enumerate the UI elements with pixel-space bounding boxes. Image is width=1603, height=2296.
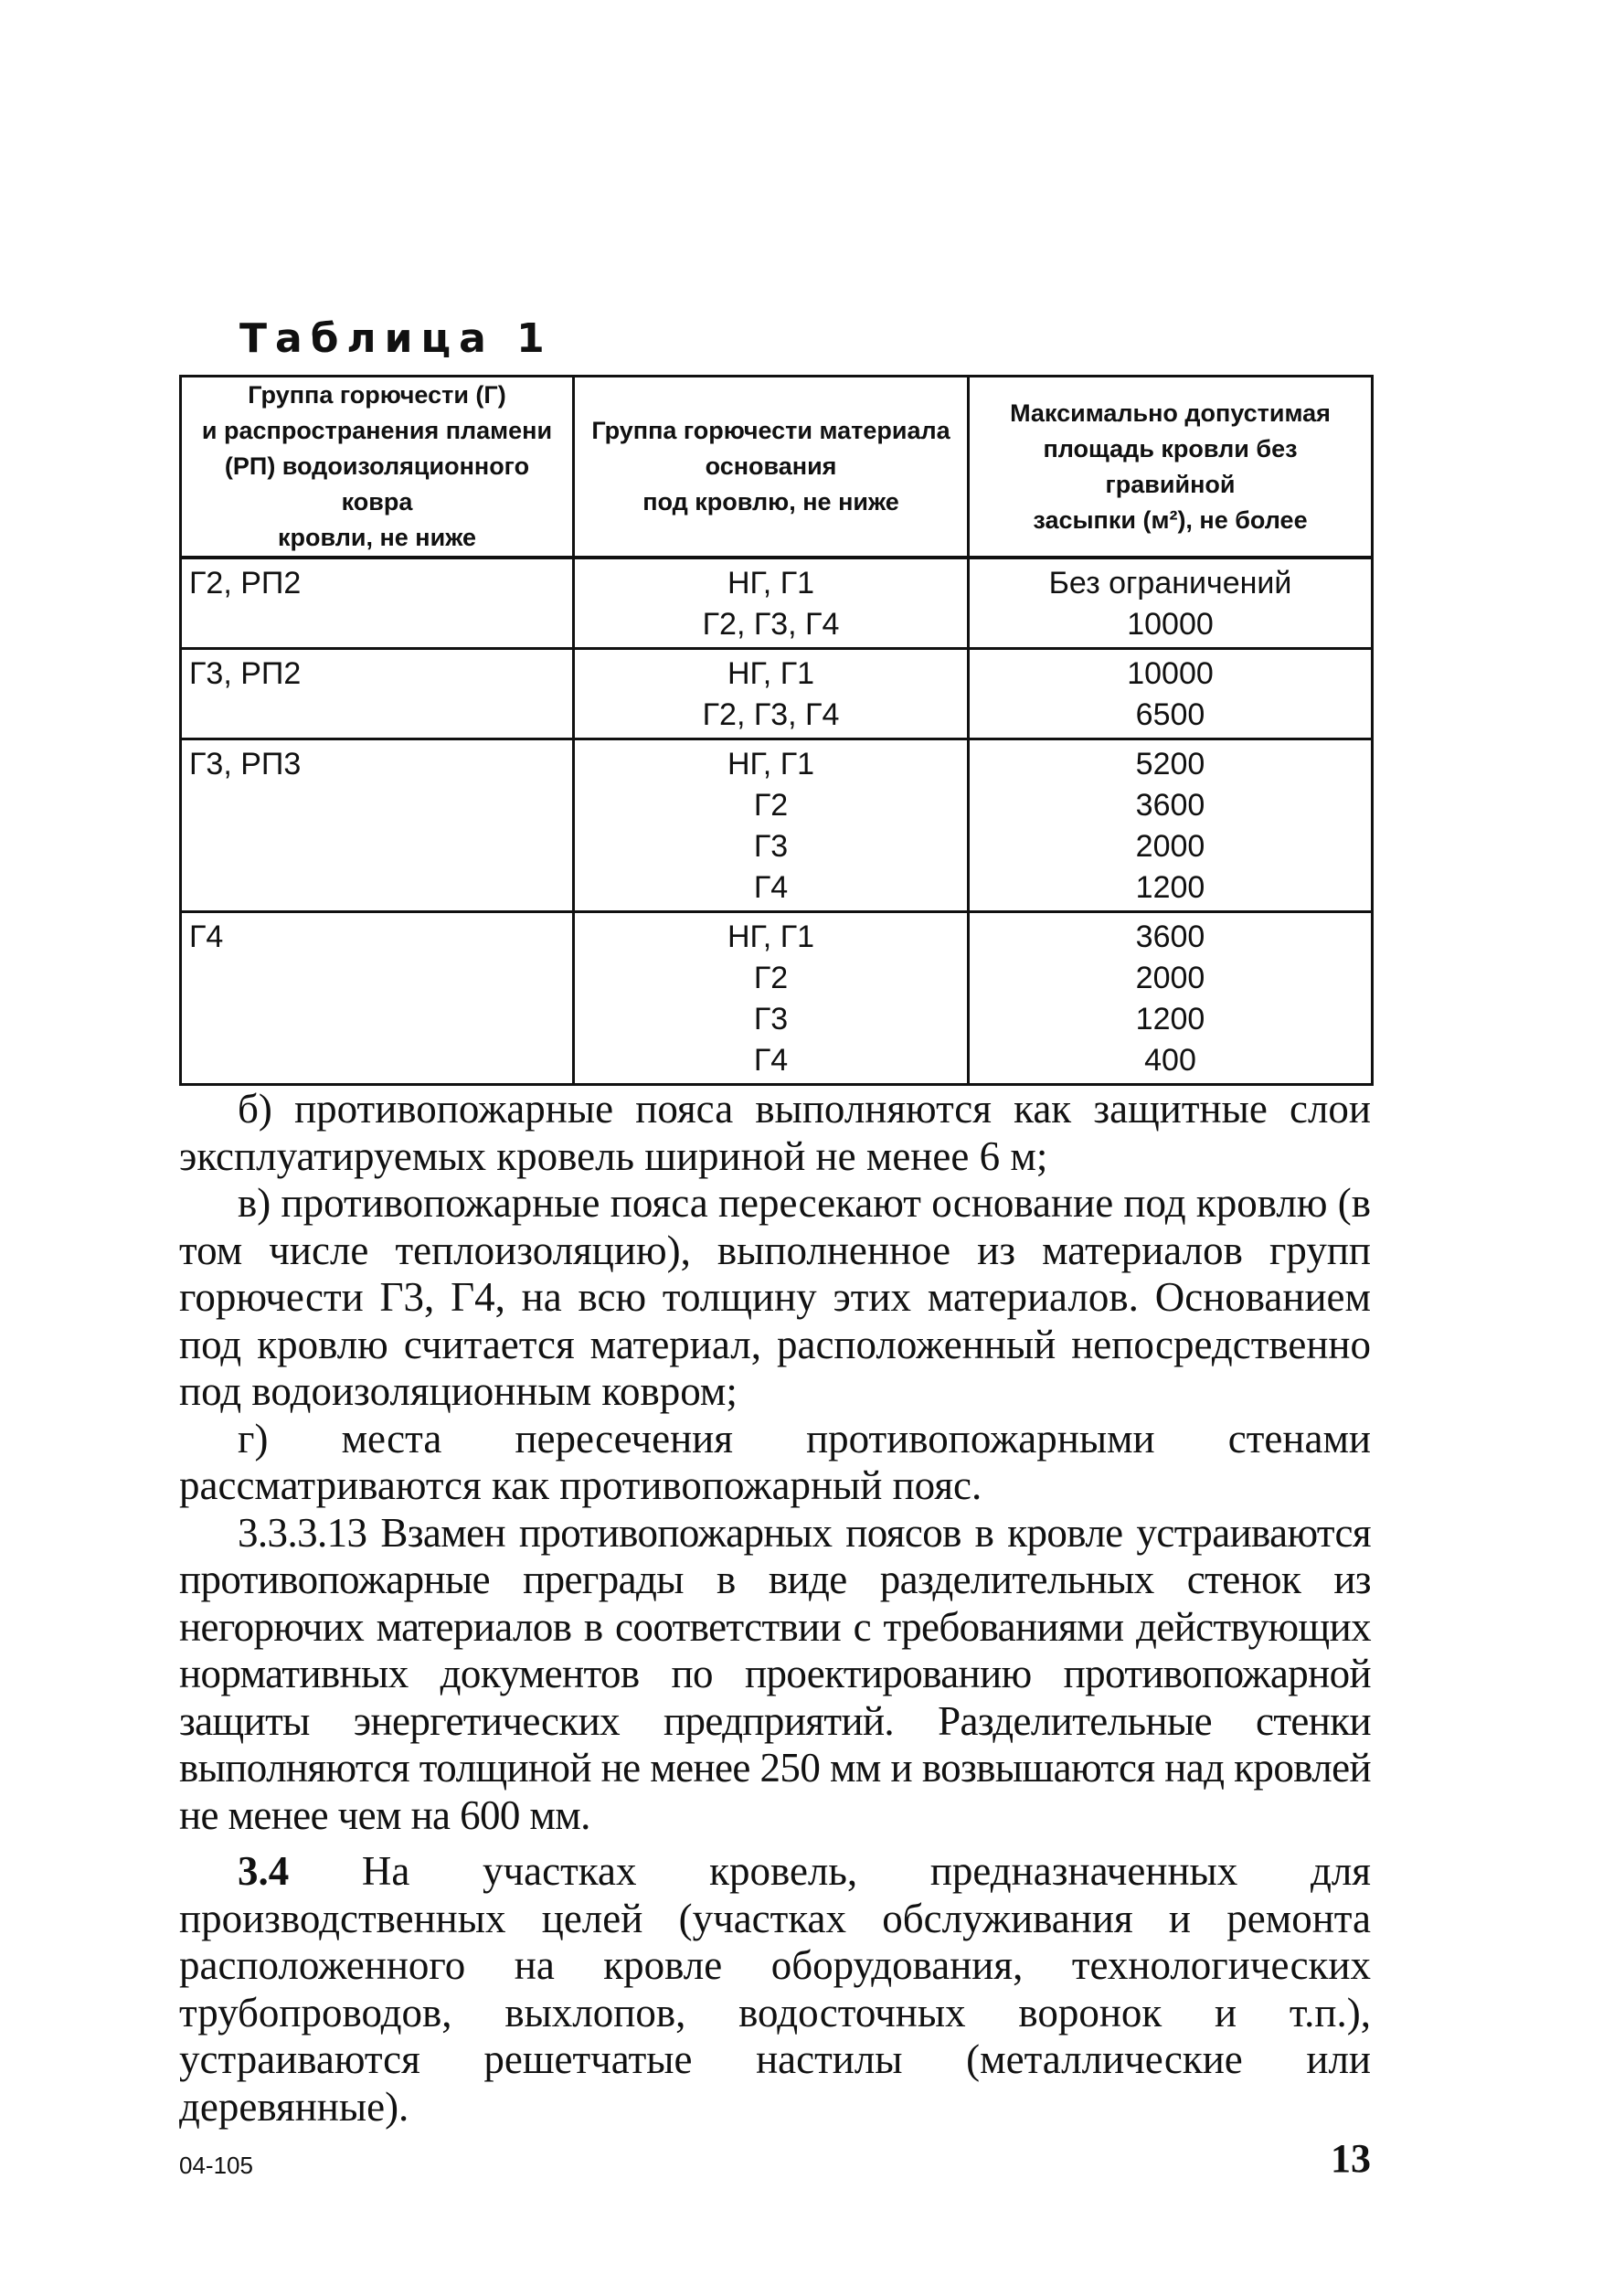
roof-group-cell: Г4 (181, 912, 574, 1085)
max-area-cell (969, 558, 1373, 649)
material-value: Г2, Г3, Г4 (702, 607, 840, 642)
area-value: 10000 (1127, 607, 1214, 642)
clause-number: 3.4 (238, 1848, 290, 1894)
table-row (181, 912, 1373, 1085)
material-value: Г4 (753, 1043, 789, 1078)
header-line: под кровлю, не ниже (642, 488, 899, 516)
area-value: 3600 (1135, 919, 1205, 954)
paragraph-g: г) места пересечения противопожарными стенами рассматриваются как противопожарный пояс. (179, 1415, 1371, 1508)
footer-code: 04-105 (179, 2152, 253, 2179)
paragraph-3-3-3-13: 3.3.3.13 Взамен противопожарных поясов в кровле устраиваются противопожарные преграды в виде разделительных стенок из негорючих материалов в соответствии с требованиями действующих нормативных документов по проектированию противопожарной защиты энергетических предприятий. Разделительные стенки выполняются толщиной не менее 250 мм и возвышаются над кровлей не менее чем на 600 мм. (179, 1509, 1371, 1838)
max-area-cell (969, 739, 1373, 912)
material-value: НГ, Г1 (727, 566, 815, 601)
page-number: 13 (1331, 2136, 1371, 2181)
table-header-row (181, 377, 1373, 558)
paragraph-3-4 (179, 1848, 1371, 2131)
area-value: 10000 (1127, 656, 1214, 691)
clause-text: На участках кровель, предназначенных для производственных целей (участках обслуживания и ремонта расположенного на кровле оборудования, технологических трубопроводов, выхлопов, водосточных воронок и т.п.), устраиваются решетчатые настилы (металлические или деревянные). (179, 1848, 1371, 2130)
material-value: Г2 (753, 788, 789, 823)
area-value: 3600 (1135, 788, 1205, 823)
header-line: Группа горючести материала (591, 417, 950, 444)
material-group-cell (574, 649, 969, 739)
material-group-cell (574, 558, 969, 649)
table-title: Таблица 1 (239, 315, 553, 362)
area-value: 2000 (1135, 961, 1205, 995)
paragraph-b: б) противопожарные пояса выполняются как защитные слои эксплуатируемых кровель шириной не менее 6 м; (179, 1086, 1371, 1179)
material-value: НГ, Г1 (727, 919, 815, 954)
header-line: засыпки (м²), не более (1033, 505, 1308, 534)
area-value: Без ограничений (1048, 566, 1292, 601)
area-value: 400 (1144, 1043, 1196, 1078)
table-row (181, 739, 1373, 912)
max-area-cell (969, 912, 1373, 1085)
material-value: НГ, Г1 (727, 747, 815, 781)
header-line: кровли, не ниже (277, 524, 477, 551)
max-area-cell (969, 649, 1373, 739)
roof-group-cell: Г3, РП2 (181, 649, 574, 739)
fire-zones-table (179, 375, 1374, 1086)
column-header-base-material-group (574, 377, 969, 558)
header-line: площадь кровли без гравийной (1043, 434, 1298, 498)
header-line: (РП) водоизоляционного ковра (224, 452, 530, 516)
material-value: Г2, Г3, Г4 (702, 697, 840, 732)
material-group-cell (574, 739, 969, 912)
column-header-max-area (969, 377, 1373, 558)
header-line: основания (705, 452, 837, 480)
material-value: Г2 (753, 961, 789, 995)
area-value: 1200 (1135, 870, 1205, 905)
material-value: НГ, Г1 (727, 656, 815, 691)
roof-group-cell: Г3, РП3 (181, 739, 574, 912)
header-line: Группа горючести (Г) (248, 381, 506, 409)
material-value: Г3 (753, 1002, 789, 1036)
header-line: и распространения пламени (201, 417, 553, 444)
area-value: 5200 (1135, 747, 1205, 781)
table-row (181, 649, 1373, 739)
column-header-roof-group (181, 377, 574, 558)
roof-group-cell: Г2, РП2 (181, 558, 574, 649)
area-value: 1200 (1135, 1002, 1205, 1036)
table-row (181, 558, 1373, 649)
paragraph-v: в) противопожарные пояса пересекают основание под кровлю (в том числе теплоизоляцию), выполненное из материалов групп горючести Г3, Г4, на всю толщину этих материалов. Основанием под кровлю считается материал, расположенный непосредственно под водоизоляционным ковром; (179, 1180, 1371, 1414)
area-value: 2000 (1135, 829, 1205, 864)
material-value: Г3 (753, 829, 789, 864)
material-group-cell (574, 912, 969, 1085)
material-value: Г4 (753, 870, 789, 905)
area-value: 6500 (1135, 697, 1205, 732)
body-text (179, 1086, 1371, 2131)
header-line: Максимально допустимая (1010, 399, 1331, 427)
